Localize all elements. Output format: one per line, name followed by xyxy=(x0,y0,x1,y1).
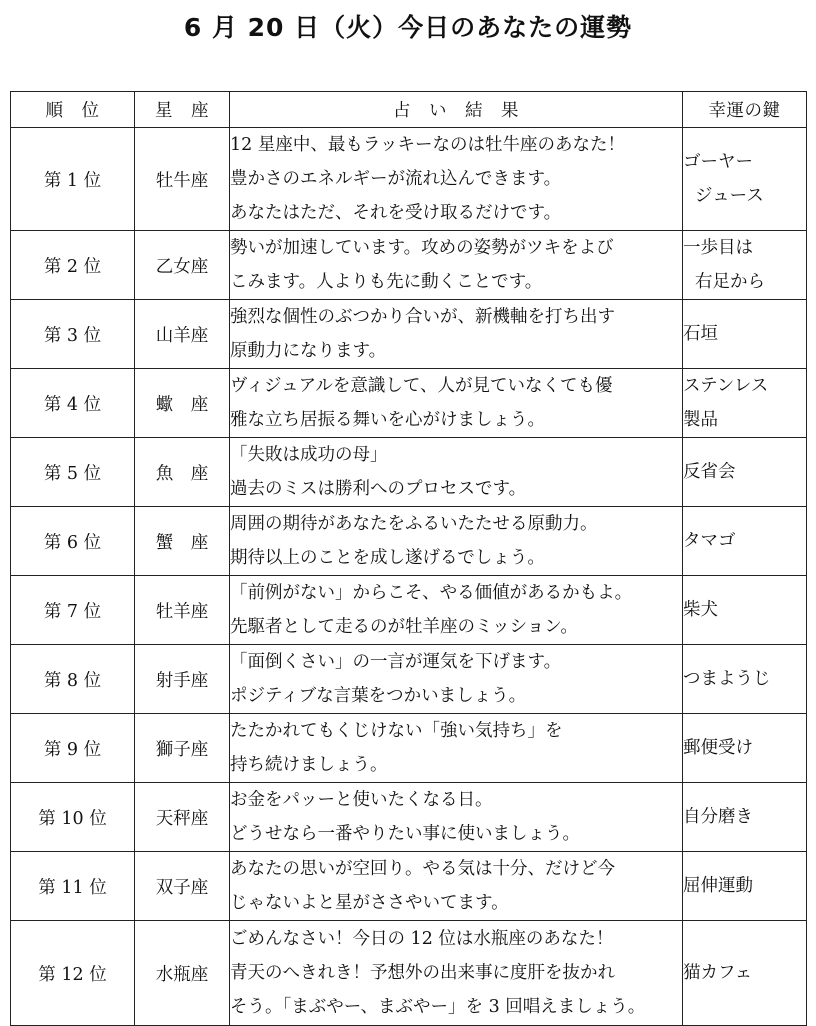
lucky-key-line: 一歩目は xyxy=(683,238,753,258)
table-row xyxy=(11,231,807,300)
result-cell xyxy=(230,921,683,1026)
table-row xyxy=(11,783,807,852)
result-cell xyxy=(230,369,683,438)
rank-cell: 第 10 位 xyxy=(11,783,135,852)
lucky-key-line: 屈伸運動 xyxy=(683,876,753,896)
lucky-key-cell xyxy=(683,783,807,852)
result-cell xyxy=(230,576,683,645)
result-cell xyxy=(230,128,683,231)
table-row xyxy=(11,300,807,369)
header-lucky-key: 幸運の鍵 xyxy=(683,92,807,128)
table-header-row xyxy=(11,92,807,128)
rank-cell: 第 12 位 xyxy=(11,921,135,1026)
lucky-key-line: 石垣 xyxy=(683,324,718,344)
lucky-key-line: 自分磨き xyxy=(683,807,753,827)
result-cell xyxy=(230,852,683,921)
rank-cell: 第 4 位 xyxy=(11,369,135,438)
rank-cell: 第 6 位 xyxy=(11,507,135,576)
table-row xyxy=(11,714,807,783)
rank-cell: 第 9 位 xyxy=(11,714,135,783)
rank-cell: 第 5 位 xyxy=(11,438,135,507)
lucky-key-line: 反省会 xyxy=(683,462,736,482)
rank-cell: 第 8 位 xyxy=(11,645,135,714)
result-cell xyxy=(230,231,683,300)
table-row xyxy=(11,369,807,438)
lucky-key-line: ゴーヤー xyxy=(683,152,753,172)
result-line: じゃないよと星がささやいてます。 xyxy=(230,893,509,913)
lucky-key-cell xyxy=(683,921,807,1026)
result-line: そう。「まぶやー、まぶやー」を 3 回唱えましょう。 xyxy=(230,997,646,1017)
header-rank: 順 位 xyxy=(11,92,135,128)
table-row xyxy=(11,128,807,231)
result-line: 持ち続けましょう。 xyxy=(230,755,388,775)
lucky-key-cell xyxy=(683,645,807,714)
result-cell xyxy=(230,714,683,783)
result-line: 勢いが加速しています。攻めの姿勢がツキをよび xyxy=(230,238,614,258)
lucky-key-cell xyxy=(683,507,807,576)
result-line: 強烈な個性のぶつかり合いが、新機軸を打ち出す xyxy=(230,307,615,327)
sign-cell: 天秤座 xyxy=(135,783,230,852)
sign-cell: 魚 座 xyxy=(135,438,230,507)
result-line: こみます。人よりも先に動くことです。 xyxy=(230,272,543,292)
result-line: 期待以上のことを成し遂げるでしょう。 xyxy=(230,548,545,568)
result-cell xyxy=(230,783,683,852)
result-line: 周囲の期待があなたをふるいたたせる原動力。 xyxy=(230,514,598,534)
page-title: 6 月 20 日（火）今日のあなたの運勢 xyxy=(183,13,633,42)
sign-cell: 水瓶座 xyxy=(135,921,230,1026)
lucky-key-cell xyxy=(683,576,807,645)
sign-cell: 牡羊座 xyxy=(135,576,230,645)
header-result: 占 い 結 果 xyxy=(230,92,683,128)
result-line: 過去のミスは勝利へのプロセスです。 xyxy=(230,479,527,499)
table-row xyxy=(11,438,807,507)
lucky-key-cell xyxy=(683,369,807,438)
sign-cell: 乙女座 xyxy=(135,231,230,300)
lucky-key-cell xyxy=(683,128,807,231)
lucky-key-cell xyxy=(683,852,807,921)
table-row xyxy=(11,921,807,1026)
result-line: 「前例がない」からこそ、やる価値があるかもよ。 xyxy=(230,583,633,603)
rank-cell: 第 11 位 xyxy=(11,852,135,921)
result-cell xyxy=(230,438,683,507)
sign-cell: 双子座 xyxy=(135,852,230,921)
lucky-key-cell xyxy=(683,714,807,783)
lucky-key-line: 郵便受け xyxy=(683,738,753,758)
lucky-key-line: ステンレス xyxy=(683,376,769,396)
result-line: 先駆者として走るのが牡羊座のミッション。 xyxy=(230,617,578,637)
lucky-key-line: つまようじ xyxy=(683,669,771,689)
table-row xyxy=(11,507,807,576)
sign-cell: 獅子座 xyxy=(135,714,230,783)
lucky-key-line: タマゴ xyxy=(683,531,736,551)
result-line: 豊かさのエネルギーが流れ込んできます。 xyxy=(230,169,562,189)
result-line: あなたはただ、それを受け取るだけです。 xyxy=(230,203,562,223)
result-line: たたかれてもくじけない「強い気持ち」を xyxy=(230,721,563,741)
result-line: 雅な立ち居振る舞いを心がけましょう。 xyxy=(230,410,545,430)
result-line: 青天のへきれき！予想外の出来事に度肝を抜かれ xyxy=(230,963,615,983)
rank-cell: 第 3 位 xyxy=(11,300,135,369)
result-line: あなたの思いが空回り。やる気は十分、だけど今 xyxy=(230,859,615,879)
lucky-key-cell xyxy=(683,438,807,507)
table-row xyxy=(11,852,807,921)
result-line: お金をパッーと使いたくなる日。 xyxy=(230,790,493,810)
result-cell xyxy=(230,300,683,369)
lucky-key-line: 柴犬 xyxy=(683,600,718,620)
sign-cell: 蟹 座 xyxy=(135,507,230,576)
result-cell xyxy=(230,645,683,714)
result-line: 「失敗は成功の母」 xyxy=(230,445,388,465)
result-line: ごめんなさい！今日の 12 位は水瓶座のあなた！ xyxy=(230,929,614,949)
result-line: 原動力になります。 xyxy=(230,341,387,361)
lucky-key-line: 猫カフェ xyxy=(683,963,753,983)
sign-cell: 射手座 xyxy=(135,645,230,714)
sign-cell: 山羊座 xyxy=(135,300,230,369)
result-line: 12 星座中、最もラッキーなのは牡牛座のあなた！ xyxy=(230,135,625,155)
sign-cell: 蠍 座 xyxy=(135,369,230,438)
table-row xyxy=(11,645,807,714)
lucky-key-line: ジュース xyxy=(695,186,764,206)
header-sign: 星 座 xyxy=(135,92,230,128)
result-line: ヴィジュアルを意識して、人が見ていなくても優 xyxy=(230,376,613,396)
fortune-table xyxy=(10,91,807,1026)
result-line: ポジティブな言葉をつかいましょう。 xyxy=(230,686,527,706)
lucky-key-cell xyxy=(683,300,807,369)
result-line: 「面倒くさい」の一言が運気を下げます。 xyxy=(230,652,562,672)
result-cell xyxy=(230,507,683,576)
rank-cell: 第 2 位 xyxy=(11,231,135,300)
result-line: どうせなら一番やりたい事に使いましょう。 xyxy=(230,824,580,844)
lucky-key-cell xyxy=(683,231,807,300)
lucky-key-line: 製品 xyxy=(683,410,718,430)
table-row xyxy=(11,576,807,645)
rank-cell: 第 1 位 xyxy=(11,128,135,231)
lucky-key-line: 右足から xyxy=(695,272,765,292)
rank-cell: 第 7 位 xyxy=(11,576,135,645)
sign-cell: 牡牛座 xyxy=(135,128,230,231)
